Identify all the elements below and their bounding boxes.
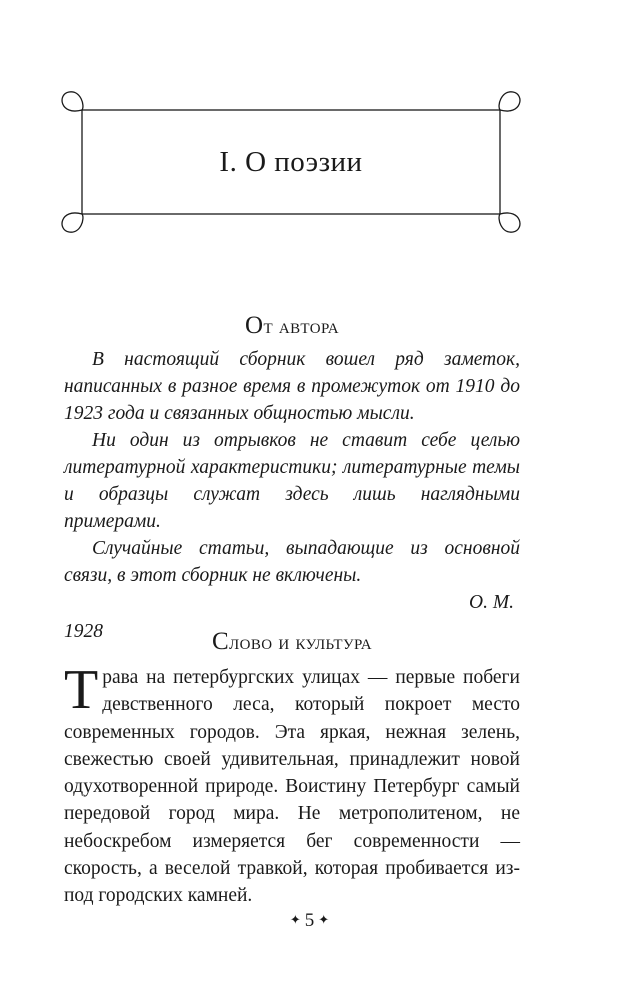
author-signature: О. М. [469, 592, 514, 613]
star-ornament-icon: ✦ [289, 912, 301, 927]
author-note-body [64, 346, 520, 645]
chapter-title: I. О поэзии [219, 145, 363, 178]
drop-cap: Т [64, 659, 99, 721]
author-note-paragraph: В настоящий сборник вошел ряд заметок, написанных в разное время в промежуток от 1910 до 1923 года и связанных общностью мысли. [64, 349, 520, 424]
essay-body [64, 659, 520, 910]
essay-heading-rest: лово и культура [229, 629, 373, 654]
essay-heading-initial: С [211, 628, 230, 655]
author-note-paragraph: Случайные статьи, выпадающие из основной связи, в этот сборник не включены. [64, 538, 520, 586]
author-note-heading-rest: т автора [263, 313, 340, 338]
page-number: 5 [304, 910, 315, 931]
author-note-heading [64, 312, 520, 340]
page-footer [0, 910, 619, 932]
author-note-paragraph: Ни один из отрывков не ставит себе целью литературной характеристики; литературные темы и образцы служат здесь лишь наглядными примерами. [64, 430, 520, 532]
essay-heading [64, 628, 520, 656]
essay-text: рава на петербургских улицах — первые побеги девственного леса, который покроет место современных городов. Эта яркая, нежная зелень, свежестью своей удивительная, принадлежит новой одухотворенной природе. Воистину Петербург самый передовой город мира. Не метрополитеном, не небоскребом измеряется бег современности — скорость, а веселой травкой, которая пробивается из-под городских камней. [64, 667, 520, 907]
author-note-year: 1928 [64, 621, 103, 642]
author-note-heading-initial: О [244, 312, 264, 339]
star-ornament-icon: ✦ [318, 912, 330, 927]
